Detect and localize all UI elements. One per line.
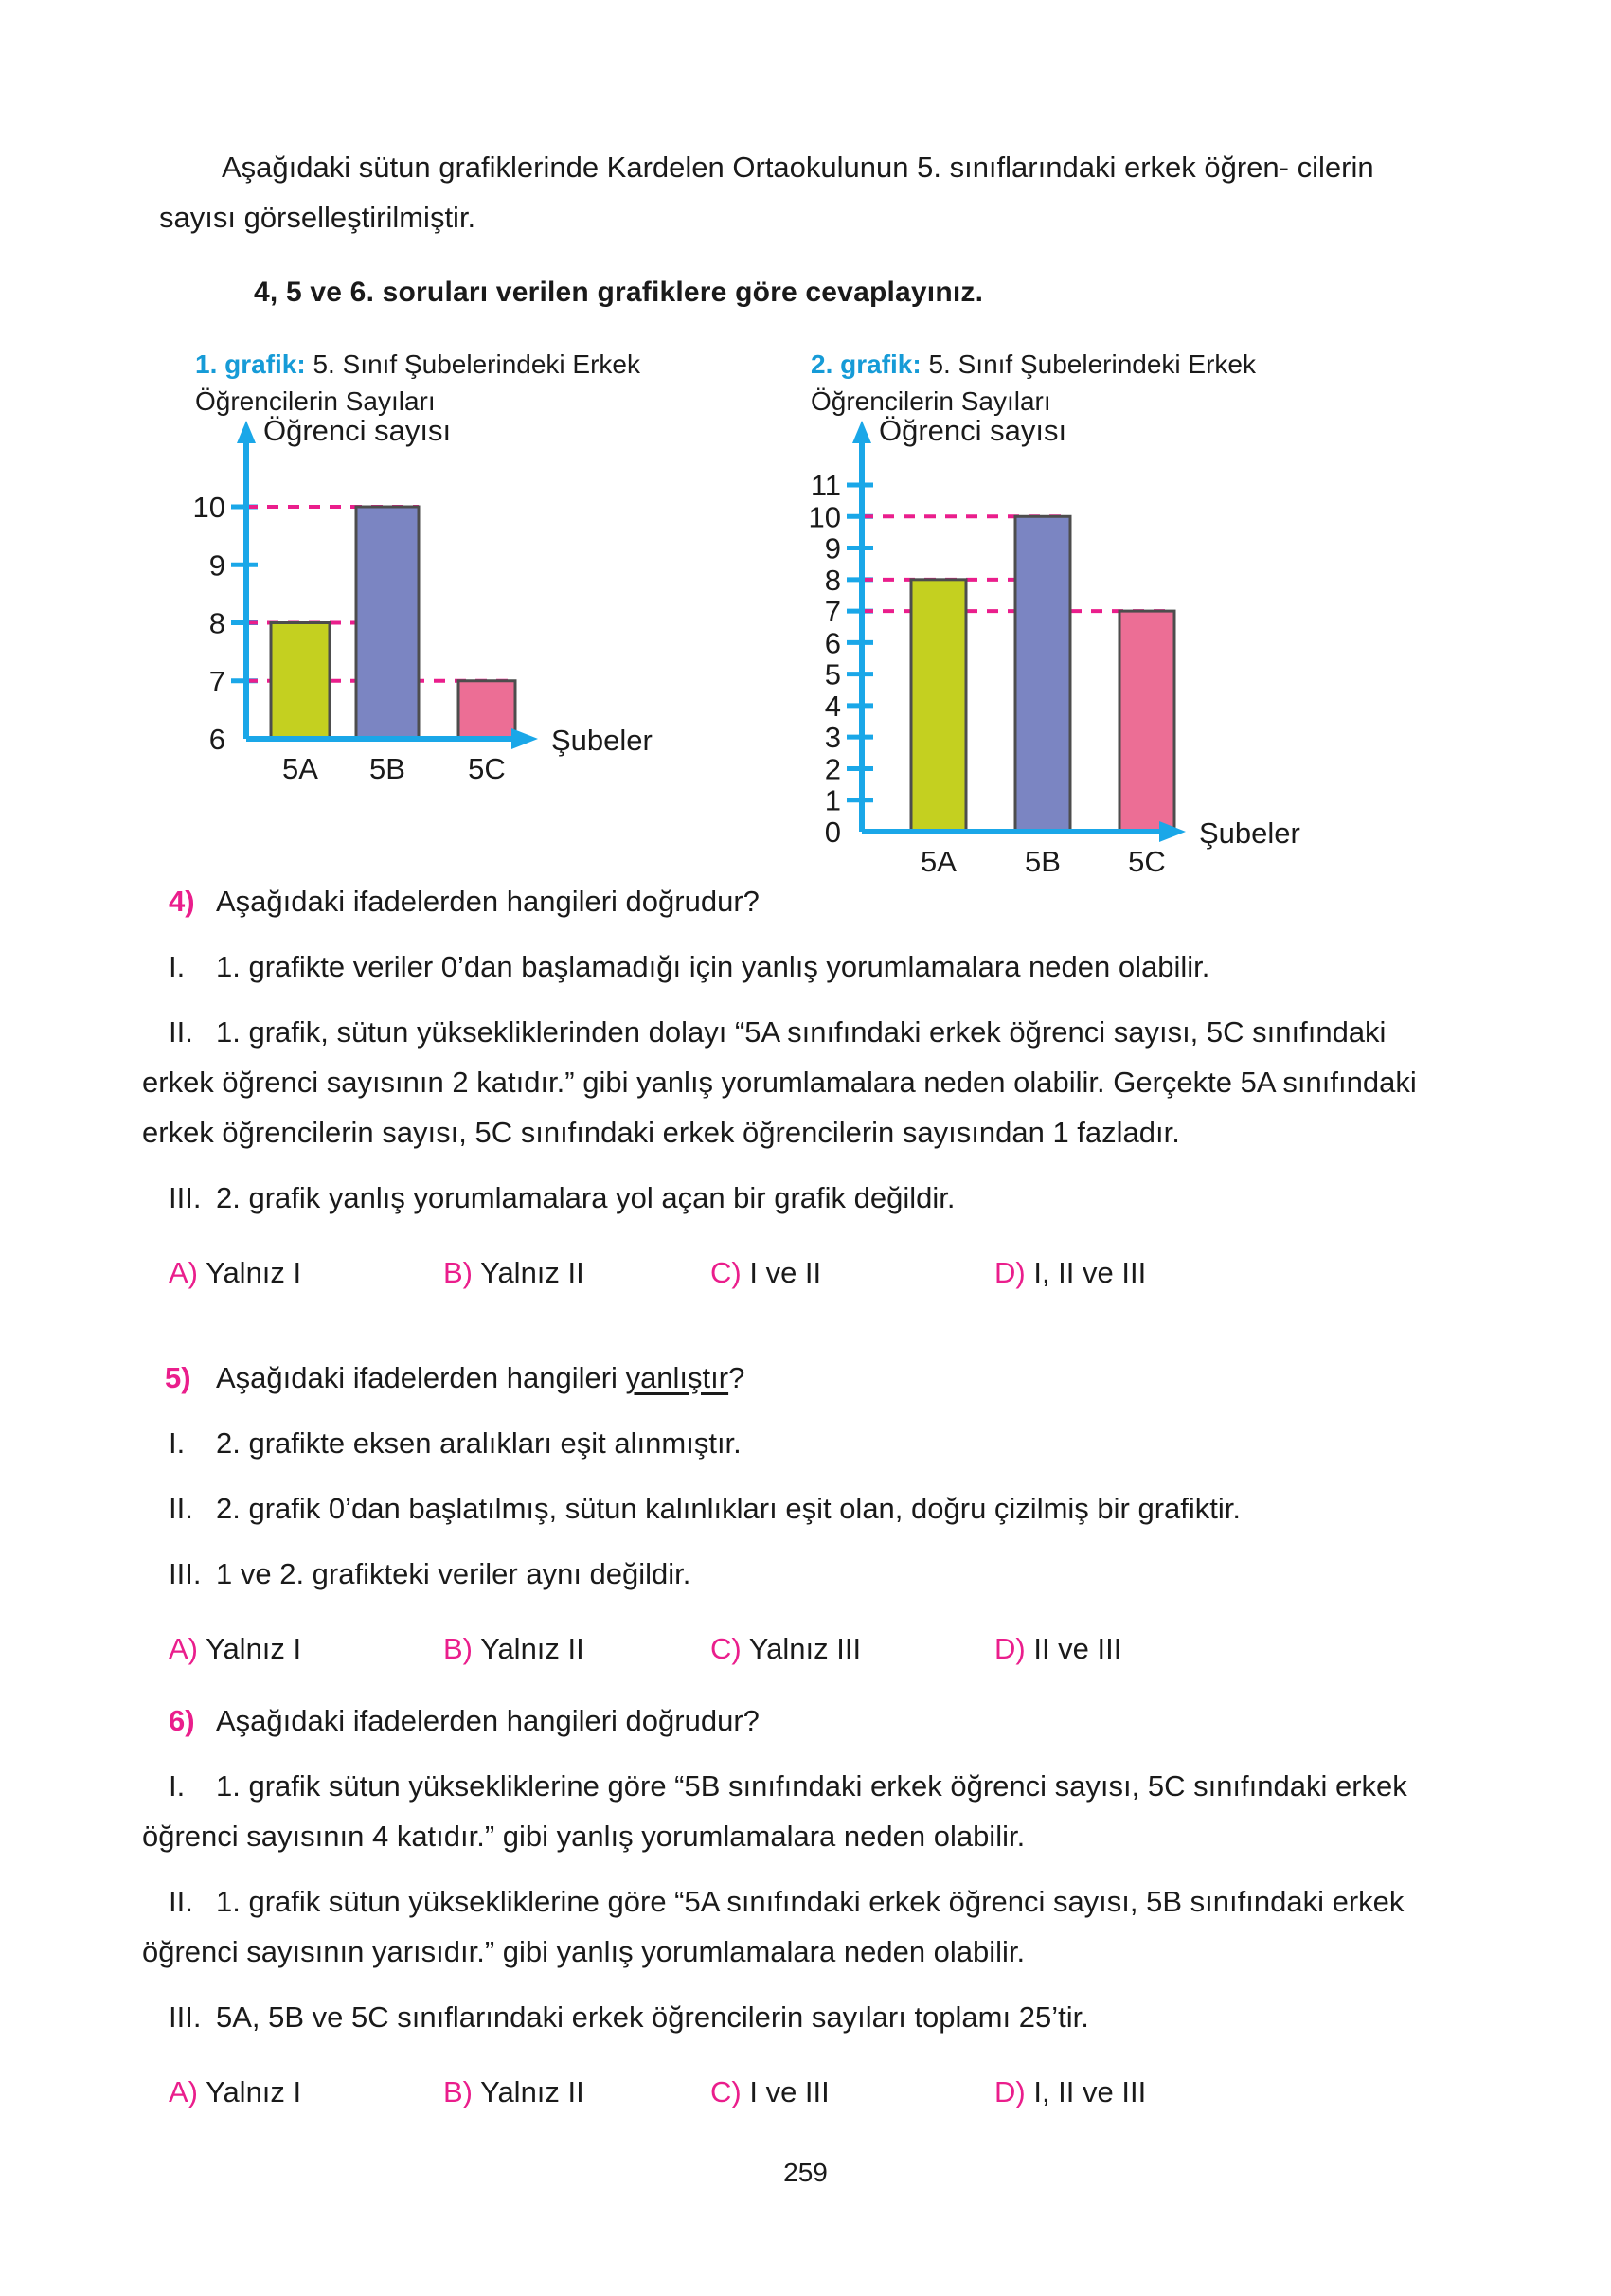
question-5-prompt-underlined: yanlıştır bbox=[625, 1361, 729, 1394]
question-6-number: 6) bbox=[169, 1704, 195, 1737]
question-6 bbox=[142, 1695, 1449, 2108]
option-letter: C) bbox=[710, 1256, 742, 1289]
statement-roman: I. bbox=[169, 1426, 186, 1460]
svg-text:Şubeler: Şubeler bbox=[551, 724, 653, 757]
question-5-header bbox=[142, 1353, 1449, 1403]
chart-1-bars bbox=[271, 507, 515, 739]
option-text: Yalnız I bbox=[206, 2075, 302, 2108]
option-letter: A) bbox=[169, 2075, 198, 2108]
option-text: Yalnız II bbox=[480, 1632, 584, 1665]
option-letter: C) bbox=[710, 2075, 742, 2108]
y-tick-label: 7 bbox=[208, 664, 225, 698]
statement-roman: II. bbox=[169, 1015, 193, 1049]
bar-5C bbox=[458, 681, 515, 739]
category-label: 5B bbox=[369, 752, 405, 785]
option-text: Yalnız II bbox=[480, 2075, 584, 2108]
chart-1-caption bbox=[195, 346, 640, 420]
option-letter: B) bbox=[443, 2075, 473, 2108]
chart-1-caption-lead: 1. grafik: bbox=[195, 350, 306, 379]
y-tick-label: 9 bbox=[824, 531, 841, 565]
statement-text: 1. grafik sütun yüksekliklerine göre “5B sınıfındaki erkek öğrenci sayısı, 5C sınıfındaki erkek öğrenci sayısının 4 katıdır.” gibi yanlış yorumlamalara neden olabilir. bbox=[142, 1769, 1407, 1853]
option-text: Yalnız I bbox=[206, 1632, 302, 1665]
bar-5B bbox=[356, 507, 419, 739]
option-a[interactable] bbox=[169, 1623, 301, 1674]
statement-text: 1 ve 2. grafikteki veriler aynı değildir. bbox=[216, 1557, 691, 1590]
category-label: 5C bbox=[468, 752, 506, 785]
option-letter: A) bbox=[169, 1632, 198, 1665]
statement-text: 2. grafik 0’dan başlatılmış, sütun kalınlıkları eşit olan, doğru çizilmiş bir grafiktir. bbox=[216, 1492, 1242, 1525]
instruction-line: 4, 5 ve 6. soruları verilen grafiklere göre cevaplayınız. bbox=[254, 277, 984, 308]
option-b[interactable] bbox=[443, 1247, 584, 1298]
question-4-statement-2 bbox=[142, 1007, 1449, 1157]
y-tick-label: 3 bbox=[824, 721, 841, 755]
bar-5B bbox=[1015, 516, 1070, 832]
statement-roman: II. bbox=[169, 1492, 193, 1525]
chart-2-caption bbox=[811, 346, 1256, 420]
category-label: 5B bbox=[1025, 845, 1061, 878]
y-tick-label: 0 bbox=[824, 816, 841, 849]
question-4-number: 4) bbox=[169, 885, 195, 918]
option-text: Yalnız I bbox=[206, 1256, 302, 1289]
option-letter: D) bbox=[994, 2075, 1026, 2108]
svg-text:Öğrenci sayısı: Öğrenci sayısı bbox=[263, 414, 452, 447]
statement-roman: I. bbox=[169, 950, 186, 983]
y-tick-label: 4 bbox=[824, 689, 841, 723]
y-tick-label: 8 bbox=[208, 606, 225, 640]
y-tick-label: 6 bbox=[208, 723, 225, 756]
option-text: I ve III bbox=[749, 2075, 830, 2108]
option-text: II ve III bbox=[1033, 1632, 1122, 1665]
option-text: Yalnız II bbox=[480, 1256, 584, 1289]
option-letter: D) bbox=[994, 1256, 1026, 1289]
question-6-options bbox=[142, 2067, 1449, 2108]
y-tick-label: 10 bbox=[192, 491, 225, 524]
option-text: Yalnız III bbox=[748, 1632, 862, 1665]
y-tick-label: 9 bbox=[208, 548, 225, 583]
question-5-statement-2 bbox=[142, 1483, 1449, 1534]
option-text: I ve II bbox=[749, 1256, 822, 1289]
option-c[interactable] bbox=[710, 2067, 830, 2117]
option-text: I, II ve III bbox=[1033, 2075, 1147, 2108]
page-number: 259 bbox=[783, 2158, 828, 2187]
option-d[interactable] bbox=[994, 1623, 1121, 1674]
chart-2-caption-text: 5. Sınıf Şubelerindeki Erkek Öğrencilerin Sayıları bbox=[811, 350, 1256, 416]
chart-1-bar-graph bbox=[189, 414, 720, 796]
question-5-options bbox=[142, 1623, 1449, 1665]
question-5-statement-3 bbox=[142, 1549, 1449, 1599]
question-5-prompt-after: ? bbox=[728, 1361, 745, 1394]
chart-2-bar-graph bbox=[805, 414, 1335, 878]
chart-2-caption-lead: 2. grafik: bbox=[811, 350, 922, 379]
y-tick-label: 2 bbox=[824, 752, 841, 786]
question-4-options bbox=[142, 1247, 1449, 1289]
bar-5A bbox=[271, 623, 330, 740]
y-tick-label: 10 bbox=[808, 500, 841, 534]
y-tick-label: 11 bbox=[810, 469, 841, 502]
bar-5C bbox=[1119, 611, 1174, 832]
y-tick-label: 7 bbox=[824, 595, 841, 629]
category-label: 5A bbox=[921, 845, 957, 878]
question-4-statement-1 bbox=[142, 942, 1449, 992]
svg-text:Öğrenci sayısı: Öğrenci sayısı bbox=[879, 414, 1067, 447]
y-tick-label: 1 bbox=[824, 783, 841, 817]
statement-roman: III. bbox=[169, 2000, 202, 2034]
option-letter: D) bbox=[994, 1632, 1026, 1665]
statement-text: 2. grafikte eksen aralıkları eşit alınmıştır. bbox=[216, 1426, 742, 1460]
option-c[interactable] bbox=[710, 1247, 821, 1298]
category-label: 5C bbox=[1128, 845, 1166, 878]
option-a[interactable] bbox=[169, 2067, 301, 2117]
statement-roman: I. bbox=[169, 1769, 186, 1803]
svg-text:Şubeler: Şubeler bbox=[1199, 816, 1300, 850]
question-6-statement-2 bbox=[142, 1876, 1449, 1977]
option-letter: A) bbox=[169, 1256, 198, 1289]
statement-roman: III. bbox=[169, 1557, 202, 1590]
option-text: I, II ve III bbox=[1033, 1256, 1147, 1289]
question-6-prompt: Aşağıdaki ifadelerden hangileri doğrudur? bbox=[216, 1704, 760, 1737]
option-d[interactable] bbox=[994, 1247, 1146, 1298]
question-4-statement-3 bbox=[142, 1173, 1449, 1223]
question-5 bbox=[142, 1353, 1449, 1665]
option-b[interactable] bbox=[443, 1623, 584, 1674]
chart-2-bars bbox=[911, 516, 1174, 832]
category-label: 5A bbox=[282, 752, 318, 785]
question-6-statement-1 bbox=[142, 1761, 1449, 1861]
bar-5A bbox=[911, 580, 966, 832]
option-letter: B) bbox=[443, 1632, 473, 1665]
chart-1-category-labels bbox=[282, 752, 506, 785]
y-tick-label: 6 bbox=[824, 626, 841, 660]
option-c[interactable] bbox=[710, 1623, 861, 1674]
question-4-header bbox=[142, 876, 1449, 926]
y-tick-label: 8 bbox=[824, 563, 841, 597]
question-6-statement-3 bbox=[142, 1992, 1449, 2042]
question-4 bbox=[142, 876, 1449, 1289]
option-d[interactable] bbox=[994, 2067, 1146, 2117]
option-letter: C) bbox=[710, 1632, 742, 1665]
statement-text: 5A, 5B ve 5C sınıflarındaki erkek öğrencilerin sayıları toplamı 25’tir. bbox=[216, 2000, 1089, 2034]
question-4-prompt: Aşağıdaki ifadelerden hangileri doğrudur? bbox=[216, 885, 760, 918]
option-a[interactable] bbox=[169, 1247, 301, 1298]
y-tick-label: 5 bbox=[824, 657, 841, 691]
question-5-prompt-before: Aşağıdaki ifadelerden hangileri bbox=[216, 1361, 626, 1394]
intro-line-2: cilerin sayısı görselleştirilmiştir. bbox=[159, 151, 1374, 234]
chart-1-caption-text: 5. Sınıf Şubelerindeki Erkek Öğrencilerin Sayıları bbox=[195, 350, 640, 416]
statement-text: 1. grafik sütun yüksekliklerine göre “5A sınıfındaki erkek öğrenci sayısı, 5B sınıfındaki erkek öğrenci sayısının yarısıdır.” gibi yanlış yorumlamalara neden olabilir. bbox=[142, 1885, 1405, 1968]
chart-2-category-labels bbox=[921, 845, 1166, 878]
statement-text: 2. grafik yanlış yorumlamalara yol açan bir grafik değildir. bbox=[216, 1181, 956, 1214]
option-b[interactable] bbox=[443, 2067, 584, 2117]
statement-text: 1. grafikte veriler 0’dan başlamadığı için yanlış yorumlamalara neden olabilir. bbox=[216, 950, 1210, 983]
question-6-header bbox=[142, 1695, 1449, 1746]
statement-roman: II. bbox=[169, 1885, 193, 1918]
intro-line-1: Aşağıdaki sütun grafiklerinde Kardelen Ortaokulunun 5. sınıflarındaki erkek öğren- bbox=[222, 151, 1289, 184]
option-letter: B) bbox=[443, 1256, 473, 1289]
question-5-statement-1 bbox=[142, 1418, 1449, 1468]
question-5-number: 5) bbox=[165, 1361, 191, 1394]
statement-text: 1. grafik, sütun yüksekliklerinden dolayı “5A sınıfındaki erkek öğrenci sayısı, 5C sınıfındaki erkek öğrenci sayısının 2 katıdır.” gibi yanlış yorumlamalara neden olabilir. Gerçekte 5A sınıfındaki erkek öğrencilerin sayısı, 5C sınıfındaki erkek öğrencilerin sayısından 1 fazladır. bbox=[142, 1015, 1417, 1149]
statement-roman: III. bbox=[169, 1181, 202, 1214]
intro-paragraph bbox=[159, 142, 1447, 242]
